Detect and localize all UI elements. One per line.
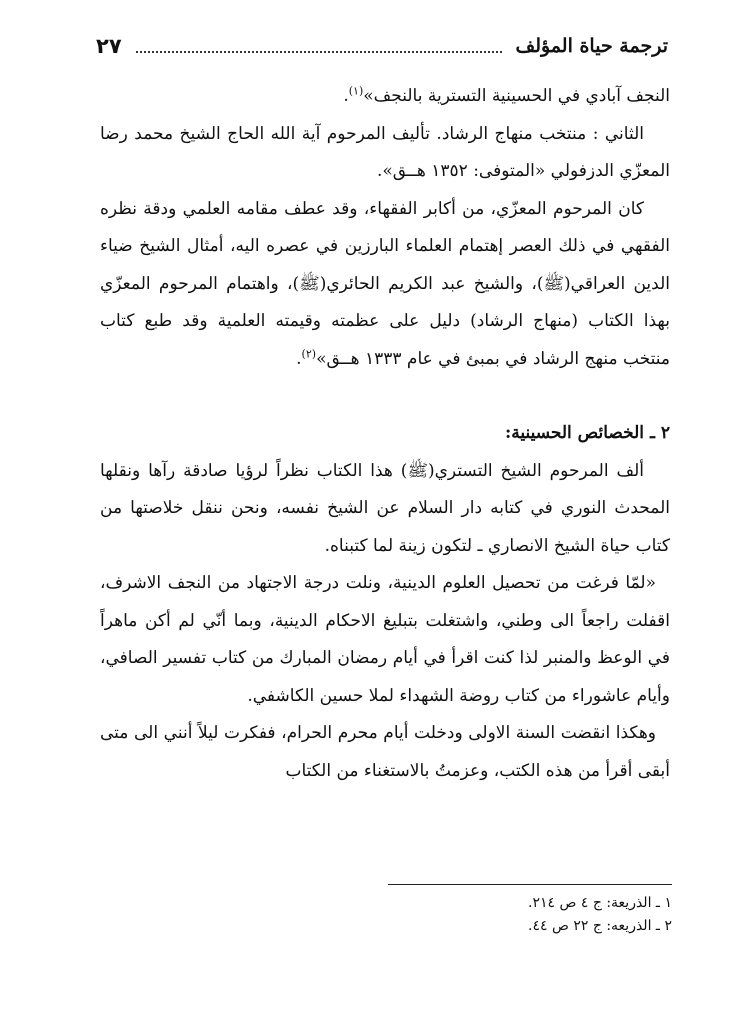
paragraph: الثاني : منتخب منهاج الرشاد. تأليف المرحوم آية الله الحاج الشيخ محمد رضا المعزّي الدزفولي «المتوفى: ١٣٥٢ هـ‍ـق». [100,123,670,181]
paragraph: ألف المرحوم الشيخ التستري(ﷺ) هذا الكتاب نظراً لرؤيا صادقة رآها ونقلها المحدث النوري في كتابه دار السلام عن الشيخ نفسه، ونحن ننقل خلاصتها من كتاب حياة الشيخ الانصاري ـ لتكون زينة لما كتبناه. [100,460,670,556]
running-title: ترجمة حياة المؤلف [515,35,668,57]
footnote: ٢ ـ الذريعه: ج ٢٢ ص ٤٤. [528,918,672,934]
main-text [100,78,670,790]
dotted-leader [136,51,502,53]
footnote: ١ ـ الذريعة: ج ٤ ص ٢١٤. [528,895,672,911]
page-header [96,28,668,64]
paragraph: كان المرحوم المعزّي، من أكابر الفقهاء، وقد عطف مقامه العلمي ودقة نظره الفقهي في ذلك العصر إهتمام العلماء البارزين في عصره اليه، أمثال الشيخ ضياء الدين العراقي(ﷺ)، والشيخ عبد الكريم الحائري(ﷺ)، واهتمام المرحوم المعزّي بهذا الكتاب (منهاج الرشاد) دليل على عظمته وقيمته العلمية وقد طبع كتاب منتخب منهج الرشاد في بمبئ في عام ١٣٣٣ هـ‍ـق»$^{(٢)}$. [100,198,670,369]
footnote-ref: (٢) [301,346,317,360]
page-number: ٢٧ [96,34,122,58]
footnote-divider [388,884,672,885]
footnotes [388,892,672,938]
section-heading: ٢ ـ الخصائص الحسينية: [504,423,670,443]
quoted-paragraph: «لمّا فرغت من تحصيل العلوم الدينية، ونلت درجة الاجتهاد من النجف الاشرف، اقفلت راجعاً الى وطني، واشتغلت بتبليغ الاحكام الدينية، وبما أنّي لم أكن ماهراً في الوعظ والمنبر لذا كنت اقرأ في أيام رمضان المبارك من كتاب تفسير الصافي، وأيام عاشوراء من كتاب روضة الشهداء لملا حسين الكاشفي. [100,573,670,706]
quoted-paragraph: وهكذا انقضت السنة الاولى ودخلت أيام محرم الحرام، ففكرت ليلاً أنني الى متى أبقى أقرأ من هذه الكتب، وعزمتُ بالاستغناء من الكتاب [100,723,670,781]
paragraph: النجف آبادي في الحسينية التسترية بالنجف»$^{(١)}$. [343,84,670,106]
footnote-ref: (١) [348,84,364,98]
